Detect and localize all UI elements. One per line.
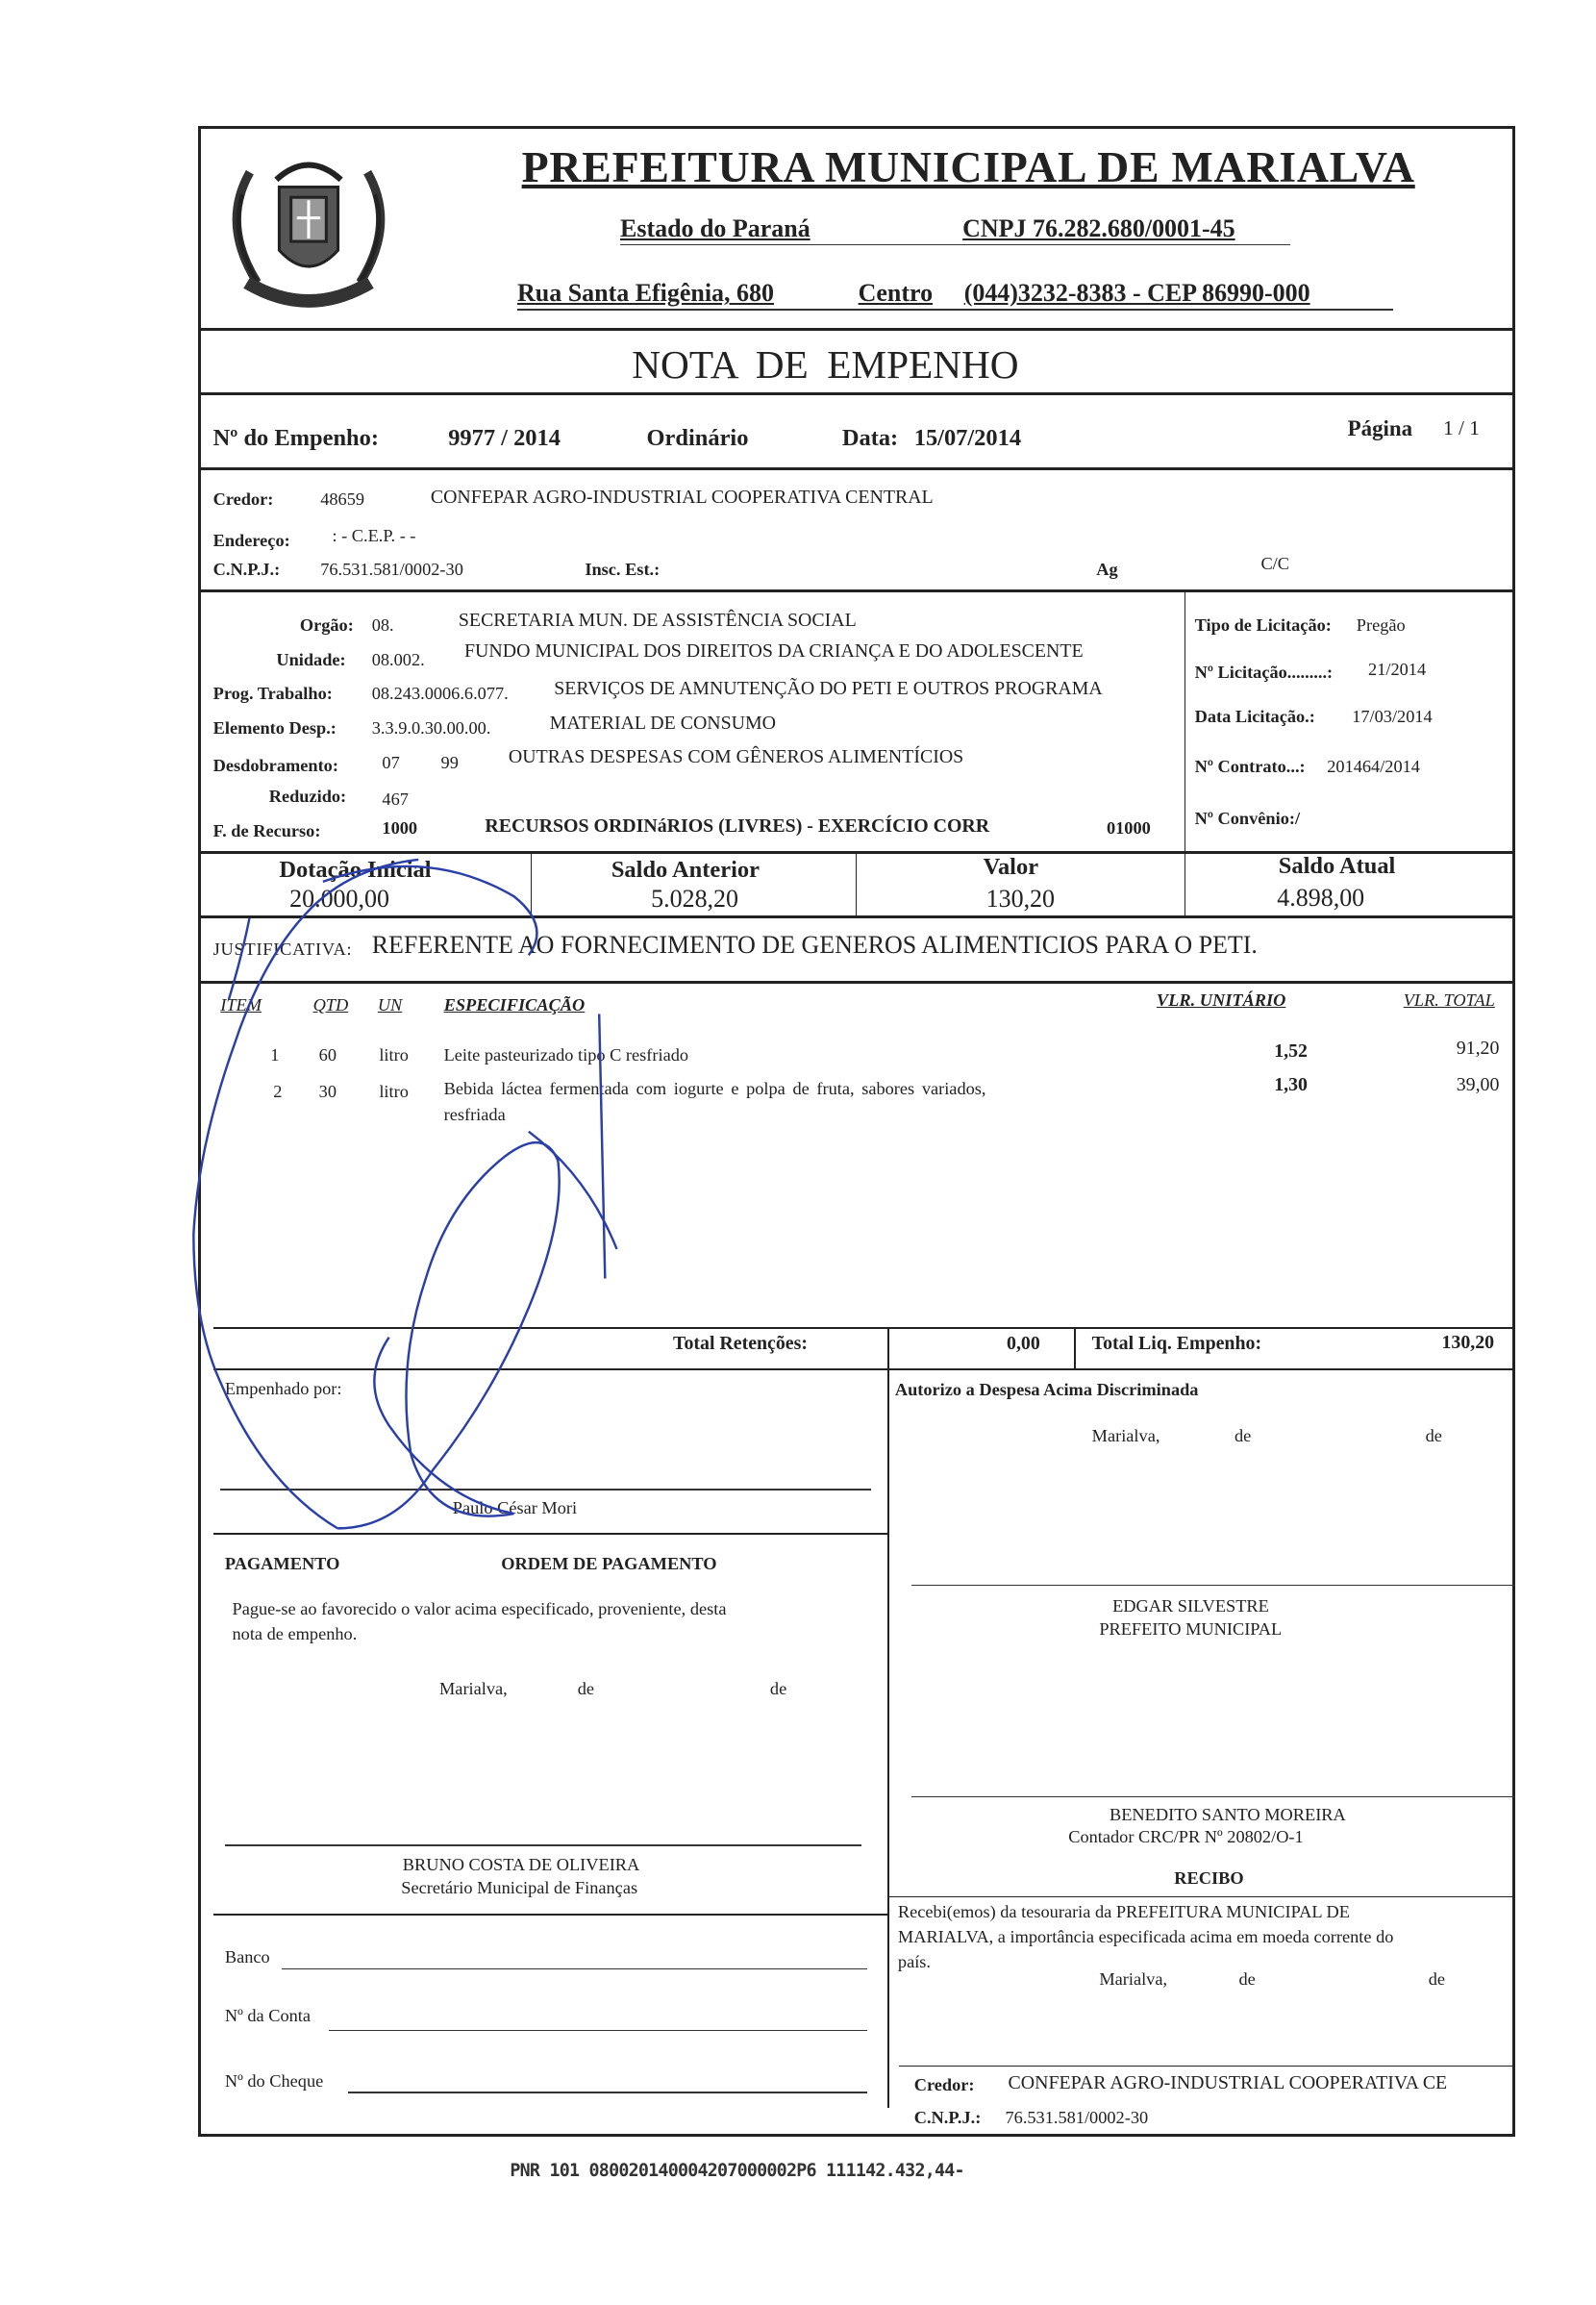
ordem-pagamento-title: ORDEM DE PAGAMENTO	[501, 1553, 717, 1573]
data-licitacao-value: 17/03/2014	[1352, 707, 1433, 727]
banco-label: Banco	[224, 1947, 270, 1967]
conta-corrente-label: C/C	[1260, 554, 1289, 574]
justificativa-text: REFERENTE AO FORNECIMENTO DE GENEROS ALIMENTICIOS PARA O PETI.	[371, 930, 1258, 959]
recibo-text-2: MARIALVA, a importância especificada acima em moeda corrente do	[897, 1926, 1394, 1946]
row-un: litro	[379, 1081, 409, 1101]
unidade-name: FUNDO MUNICIPAL DOS DIREITOS DA CRIANÇA E DO ADOLESCENTE	[464, 640, 1084, 663]
contrato-value: 201464/2014	[1327, 757, 1420, 777]
pagamento-text-2: nota de empenho.	[232, 1623, 358, 1643]
col-header-vlr-unitario: VLR. UNITÁRIO	[1156, 990, 1286, 1011]
elemento-label: Elemento Desp.:	[212, 718, 337, 739]
coat-of-arms-logo	[206, 136, 411, 330]
unidade-code: 08.002.	[371, 649, 425, 669]
credor-code: 48659	[320, 489, 365, 509]
insc-est-label: Insc. Est.:	[585, 560, 661, 580]
credor-label: Credor:	[212, 489, 274, 509]
tipo-licitacao-label: Tipo de Licitação:	[1194, 615, 1332, 636]
col-header-un: UN	[377, 994, 403, 1015]
desdobramento-code1: 07	[382, 752, 400, 772]
street-address: Rua Santa Efigênia, 680	[517, 279, 774, 308]
desdobramento-name: OUTRAS DESPESAS COM GÊNEROS ALIMENTÍCIOS	[508, 746, 964, 768]
col-header-qtd: QTD	[312, 994, 349, 1015]
reduzido-label: Reduzido:	[268, 786, 347, 806]
barcode-text: PNR 101 080020140004207000002P6 111142.432,44-	[510, 2160, 964, 2181]
numero-conta-label: Nº da Conta	[224, 2006, 312, 2026]
elemento-code: 3.3.9.0.30.00.00.	[371, 718, 491, 739]
data-licitacao-label: Data Licitação.:	[1194, 707, 1315, 727]
row-qtd: 60	[318, 1044, 337, 1065]
recibo-text-3: país.	[897, 1951, 932, 1971]
endereco-value: : - C.E.P. - -	[332, 526, 416, 546]
credor-cnpj-label: C.N.P.J.:	[212, 560, 281, 580]
orgao-label: Orgão:	[299, 615, 354, 636]
orgao-name: SECRETARIA MUN. DE ASSISTÊNCIA SOCIAL	[458, 610, 857, 632]
row-total: 39,00	[1456, 1074, 1500, 1096]
endereco-label: Endereço:	[212, 530, 290, 550]
pagamento-text-1: Pague-se ao favorecido o valor acima especificado, proveniente, desta	[232, 1599, 727, 1618]
recibo-de-2: de	[1428, 1969, 1445, 1990]
empenho-number-label: Nº do Empenho:	[212, 424, 380, 451]
document-title: NOTA DE EMPENHO	[632, 341, 1019, 387]
pagamento-label: PAGAMENTO	[224, 1553, 340, 1573]
row-spec: Bebida láctea fermentada com iogurte e polpa de fruta, sabores variados,	[443, 1078, 986, 1098]
recibo-credor-label: Credor:	[913, 2075, 975, 2095]
col-header-especificacao: ESPECIFICAÇÃO	[443, 994, 586, 1015]
col-header-item: ITEM	[220, 994, 262, 1015]
credor-name: CONFEPAR AGRO-INDUSTRIAL COOPERATIVA CENTRAL	[430, 486, 934, 508]
agencia-label: Ag	[1096, 560, 1118, 580]
phone-cep: (044)3232-8383 - CEP 86990-000	[963, 279, 1310, 308]
tipo-licitacao-value: Pregão	[1356, 615, 1406, 636]
saldo-atual-value: 4.898,00	[1277, 883, 1365, 912]
state-name: Estado do Paraná	[620, 214, 810, 243]
district: Centro	[858, 279, 934, 308]
row-spec-continued: resfriada	[443, 1105, 506, 1125]
empenho-number: 9977 / 2014	[448, 424, 561, 451]
pagamento-de-2: de	[769, 1678, 787, 1698]
num-licitacao-label: Nº Licitação.........:	[1194, 663, 1334, 683]
recibo-text-1: Recebi(emos) da tesouraria da PREFEITURA MUNICIPAL DE	[897, 1901, 1350, 1921]
total-liquido-label: Total Liq. Empenho:	[1091, 1333, 1262, 1355]
numero-cheque-label: Nº do Cheque	[224, 2070, 324, 2091]
recibo-credor-name: CONFEPAR AGRO-INDUSTRIAL COOPERATIVA CE	[1008, 2072, 1448, 2094]
contrato-label: Nº Contrato...:	[1194, 757, 1306, 777]
col-header-vlr-total: VLR. TOTAL	[1403, 990, 1495, 1011]
row-item: 2	[273, 1081, 283, 1101]
row-unit-price: 1,52	[1274, 1040, 1308, 1063]
credor-cnpj: 76.531.581/0002-30	[320, 560, 463, 580]
prog-trabalho-code: 08.243.0006.6.077.	[371, 683, 509, 703]
page-label: Página	[1347, 415, 1413, 440]
row-unit-price: 1,30	[1274, 1074, 1308, 1096]
row-total: 91,20	[1456, 1038, 1500, 1060]
row-item: 1	[270, 1044, 280, 1065]
saldo-anterior-value: 5.028,20	[651, 885, 739, 914]
autorizo-de-2: de	[1425, 1425, 1442, 1445]
contador-role: Contador CRC/PR Nº 20802/O-1	[1068, 1826, 1304, 1846]
reduzido-value: 467	[382, 789, 409, 809]
convenio-label: Nº Convênio:/	[1194, 808, 1301, 828]
empenho-type: Ordinário	[646, 424, 749, 451]
empenhado-por-name: Paulo César Mori	[452, 1497, 578, 1517]
empenho-date: 15/07/2014	[913, 424, 1022, 451]
recurso-name: RECURSOS ORDINáRIOS (LIVRES) - EXERCÍCIO CORR	[485, 815, 990, 838]
elemento-name: MATERIAL DE CONSUMO	[549, 713, 777, 735]
total-retencoes-value: 0,00	[1007, 1333, 1040, 1355]
justificativa-label: JUSTIFICATIVA:	[212, 939, 353, 959]
autorizo-text: Autorizo a Despesa Acima Discriminada	[894, 1380, 1199, 1400]
num-licitacao-value: 21/2014	[1368, 660, 1427, 680]
row-un: litro	[379, 1044, 409, 1065]
municipality-cnpj: CNPJ 76.282.680/0001-45	[962, 214, 1235, 243]
recibo-cnpj-label: C.N.P.J.:	[913, 2107, 982, 2127]
prefeito-role: PREFEITO MUNICIPAL	[1099, 1619, 1283, 1640]
saldo-anterior-label: Saldo Anterior	[611, 857, 760, 884]
recibo-cnpj: 76.531.581/0002-30	[1005, 2107, 1149, 2127]
prog-trabalho-name: SERVIÇOS DE AMNUTENÇÃO DO PETI E OUTROS PROGRAMA	[554, 677, 1103, 699]
secretario-name: BRUNO COSTA DE OLIVEIRA	[402, 1854, 640, 1874]
total-liquido-value: 130,20	[1441, 1331, 1495, 1353]
empenho-date-label: Data:	[841, 424, 899, 451]
orgao-code: 08.	[371, 615, 394, 636]
recibo-place: Marialva,	[1099, 1969, 1168, 1990]
prog-trabalho-label: Prog. Trabalho:	[212, 683, 333, 703]
valor-label: Valor	[983, 854, 1039, 881]
desdobramento-code2: 99	[440, 752, 459, 772]
recibo-de-1: de	[1238, 1969, 1256, 1990]
desdobramento-label: Desdobramento:	[212, 755, 338, 775]
municipality-title: PREFEITURA MUNICIPAL DE MARIALVA	[521, 141, 1415, 191]
secretario-role: Secretário Municipal de Finanças	[401, 1878, 638, 1898]
autorizo-de-1: de	[1234, 1425, 1252, 1445]
valor-value: 130,20	[985, 885, 1056, 914]
prefeito-name: EDGAR SILVESTRE	[1112, 1595, 1269, 1616]
pagamento-place: Marialva,	[439, 1678, 508, 1698]
page-number: 1 / 1	[1442, 415, 1480, 439]
handwritten-signature	[176, 838, 646, 1558]
row-qtd: 30	[318, 1081, 337, 1101]
saldo-atual-label: Saldo Atual	[1278, 852, 1396, 879]
recurso-label: F. de Recurso:	[212, 821, 321, 841]
total-retencoes-label: Total Retenções:	[673, 1333, 808, 1355]
autorizo-place: Marialva,	[1091, 1425, 1160, 1445]
contador-name: BENEDITO SANTO MOREIRA	[1110, 1804, 1346, 1824]
recurso-code: 1000	[382, 818, 418, 839]
recurso-code2: 01000	[1106, 818, 1151, 839]
empenhado-por-label: Empenhado por:	[224, 1378, 342, 1398]
unidade-label: Unidade:	[276, 649, 346, 669]
dotacao-label: Dotação Inicial	[279, 857, 432, 884]
row-spec: Leite pasteurizado tipo C resfriado	[443, 1044, 689, 1065]
dotacao-value: 20.000,00	[289, 885, 389, 914]
recibo-title: RECIBO	[1174, 1867, 1244, 1888]
pagamento-de-1: de	[577, 1678, 594, 1698]
